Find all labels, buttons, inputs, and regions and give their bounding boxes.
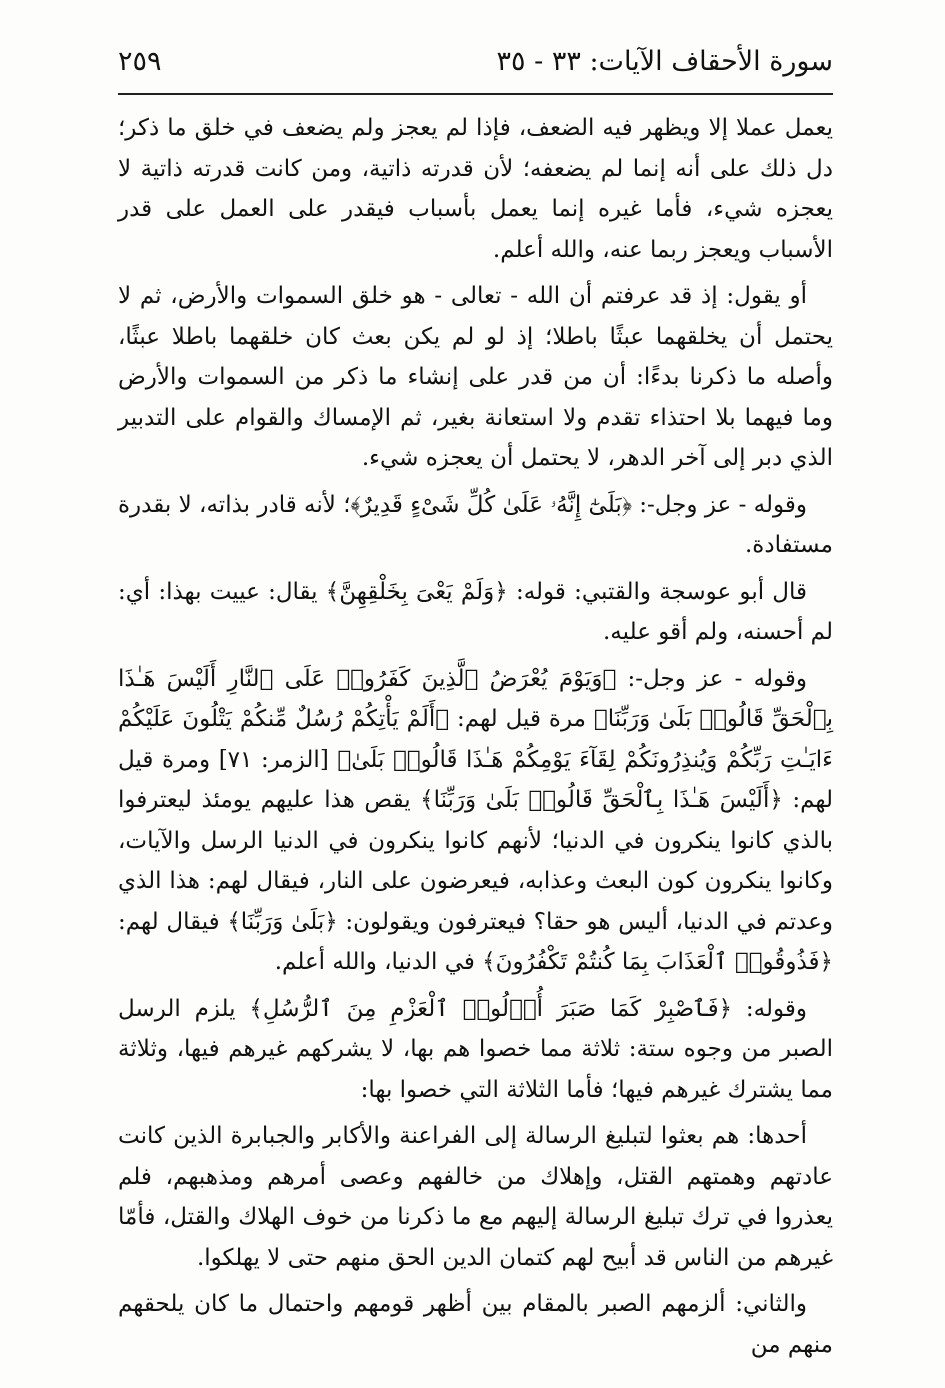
paragraph: أحدها: هم بعثوا لتبليغ الرسالة إلى الفراعنة والأكابر والجبابرة الذين كانت عادتهم وهمتهم القتل، وإهلاك من خالفهم وعصى أمرهم ومذهبهم، فلم يعذروا في ترك تبليغ الرسالة إليهم مع ما ذكرنا من خوف الهلاك والقتل، فأمّا غيرهم من الناس قد أبيح لهم كتمان الدين الحق منهم حتى لا يهلكوا. [118, 1123, 833, 1271]
page-number: ٢٥٩ [118, 46, 162, 77]
paragraph: أو يقول: إذ قد عرفتم أن الله - تعالى - هو خلق السموات والأرض، ثم لا يحتمل أن يخلقهما عبثًا باطلا؛ إذ لو لم يكن بعث كان خلقهما باطلا عبثًا، وأصله ما ذكرنا بدءًا: أن من قدر على إنشاء ما ذكر من السموات والأرض وما فيهما بلا احتذاء تقدم ولا استعانة بغير، ثم الإمساك والقوام على التدبير الذي دبر إلى آخر الدهر، لا يحتمل أن يعجزه شيء. [118, 283, 833, 471]
body-text [118, 108, 833, 1371]
paragraph: وقوله - عز وجل-: ﴿وَيَوْمَ يُعْرَضُ ٱلَّذِينَ كَفَرُوا۟ عَلَى ٱلنَّارِ أَلَيْسَ هَـٰذَا بِٱلْحَقِّ قَالُوا۟ بَلَىٰ وَرَبِّنَا﴾ مرة قيل لهم: ﴿أَلَمْ يَأْتِكُمْ رُسُلٌ مِّنكُمْ يَتْلُونَ عَلَيْكُمْ ءَايَـٰتِ رَبِّكُمْ وَيُنذِرُونَكُمْ لِقَآءَ يَوْمِكُمْ هَـٰذَا قَالُوا۟ بَلَىٰ﴾ [الزمر: ٧١] ومرة قيل لهم: ﴿أَلَيْسَ هَـٰذَا بِٱلْحَقِّ قَالُوا۟ بَلَىٰ وَرَبِّنَا﴾ يقص هذا عليهم يومئذ ليعترفوا بالذي كانوا ينكرون في الدنيا؛ لأنهم كانوا ينكرون في الدنيا الرسل والآيات، وكانوا ينكرون كون البعث وعذابه، فيعرضون على النار، فيقال لهم: هذا الذي وعدتم في الدنيا، أليس هو حقا؟ فيعترفون ويقولون: ﴿بَلَىٰ وَرَبِّنَا﴾ فيقال لهم: ﴿فَذُوقُوا۟ ٱلْعَذَابَ بِمَا كُنتُمْ تَكْفُرُونَ﴾ في الدنيا، والله أعلم. [118, 665, 833, 975]
paragraph: قال أبو عوسجة والقتبي: قوله: ﴿وَلَمْ يَعْىَ بِخَلْقِهِنَّ﴾ يقال: عييت بهذا: أي: لم أحسنه، ولم أقو عليه. [118, 578, 833, 645]
paragraph: والثاني: ألزمهم الصبر بالمقام بين أظهر قومهم واحتمال ما كان يلحقهم منهم من [118, 1291, 833, 1358]
page-header [118, 40, 833, 90]
paragraph: يعمل عملا إلا ويظهر فيه الضعف، فإذا لم يعجز ولم يضعف في خلق ما ذكر؛ دل ذلك على أنه إنما لم يضعفه؛ لأن قدرته ذاتية، ومن كانت قدرته ذاتية لا يعجزه شيء، فأما غيره إنما يعمل بأسباب فيقدر على العمل على قدر الأسباب ويعجز ربما عنه، والله أعلم. [118, 115, 833, 263]
running-title: سورة الأحقاف الآيات: ٣٣ - ٣٥ [496, 46, 833, 77]
header-divider [118, 93, 833, 95]
paragraph: وقوله - عز وجل-: ﴿بَلَىٰٓ إِنَّهُۥ عَلَىٰ كُلِّ شَىْءٍ قَدِيرٌ﴾؛ لأنه قادر بذاته، لا بقدرة مستفادة. [118, 491, 833, 558]
paragraph: وقوله: ﴿فَٱصْبِرْ كَمَا صَبَرَ أُو۟لُوا۟ ٱلْعَزْمِ مِنَ ٱلرُّسُلِ﴾ يلزم الرسل الصبر من وجوه ستة: ثلاثة مما خصوا هم بها، لا يشركهم غيرهم فيها، وثلاثة مما يشترك غيرهم فيها؛ فأما الثلاثة التي خصوا بها: [118, 995, 833, 1103]
